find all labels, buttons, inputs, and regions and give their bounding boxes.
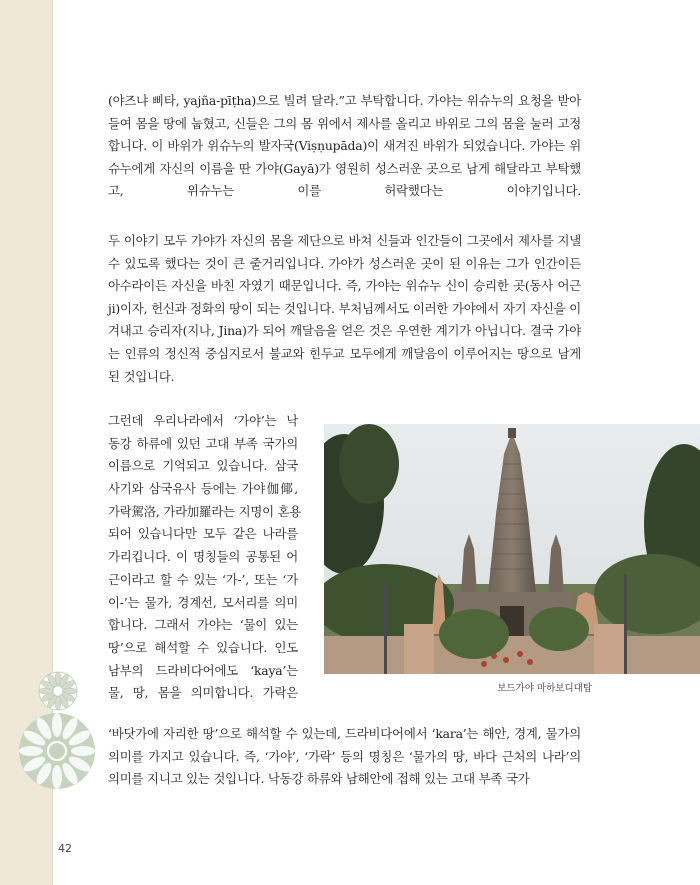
body-paragraph-3-continued: ‘바닷가에 자리한 땅’으로 해석할 수 있는데, 드라비다어에서 ‘kara’는 해안, 경계, 물가의 의미를 가지고 있습니다. 즉, ‘가야’, ‘가락’ 등의 명칭은 ‘물가의 땅, 바다 근처의 나라’의 의미를 지니고 있는 것입니다. 낙동강 하류와 남해안에 접해 있는 고대 부족 국가 <box>108 726 581 787</box>
lotus-ornament-icon <box>38 671 78 711</box>
paragraph-line: 되어 있습니다만 모두 같은 나라를 <box>108 526 298 542</box>
paragraph-line: 합니다. 그래서 가야는 ‘물이 있는 <box>108 617 298 633</box>
body-paragraph-2: 두 이야기 모두 가야가 자신의 몸을 제단으로 바쳐 신들과 인간들이 그곳에서 제사를 지낼 수 있도록 했다는 것이 큰 줄거리입니다. 가야가 성스러운 곳이 된 이유는 그가 인간이든 아수라이든 자신을 바친 자였기 때문입니다. 즉, 가야는 위슈누 신이 승리한 곳(동사 어근 ji)이자, 헌신과 정화의 땅이 되는 것입니다. 부처님께서도 이러한 가야에서 자기 자신을 이겨내고 승리자(지나, Jina)가 되어 깨달음을 얻은 것은 우연한 계기가 아닙니다. 결국 가야는 인류의 정신적 중심지로서 불교와 힌두교 모두에게 깨달음이 이루어지는 땅으로 남게 된 것입니다. <box>108 233 581 384</box>
paragraph-line: 남부의 드라비다어에도 ‘kaya’는 <box>108 662 298 678</box>
paragraph-line: 동강 하류에 있던 고대 부족 국가의 <box>108 435 298 451</box>
mahabodhi-temple-photo <box>324 424 700 674</box>
photo-caption: 보드가야 마하보디대탑 <box>497 683 592 694</box>
body-paragraph-1: (야즈냐 삐타, yajña-pīṭha)으로 빌려 달라.”고 부탁합니다. 가야는 위슈누의 요청을 받아들여 몸을 땅에 눕혔고, 신들은 그의 몸 위에서 제사를 올리고 바위로 그의 몸을 눌러 고정합니다. 이 바위가 위슈누의 발자국(Viṣṇupāda)이 새겨진 바위가 되었습니다. 가야는 위슈누에게 자신의 이름을 딴 가야(Gayā)가 영원히 성스러운 곳으로 남게 해달라고 부탁했고, 위슈누는 이를 허락했다는 이야기입니다. <box>108 93 581 199</box>
paragraph-line: 가리킵니다. 이 명칭들의 공통된 어 <box>108 549 298 565</box>
paragraph-line: 가락駕洛, 가라加羅라는 지명이 혼용 <box>108 503 302 519</box>
body-paragraph-3-column <box>108 410 302 705</box>
paragraph-line: 땅’으로 해석할 수 있습니다. 인도 <box>108 639 298 655</box>
lotus-ornament-large-icon <box>18 712 96 790</box>
paragraph-line: 이름으로 기억되고 있습니다. 삼국 <box>108 458 298 474</box>
paragraph-line: 물, 땅, 몸을 의미합니다. 가락은 <box>108 685 298 701</box>
paragraph-line: 근이라고 할 수 있는 ‘가-’, 또는 ‘가 <box>108 571 298 587</box>
page-number: 42 <box>58 842 72 855</box>
paragraph-line: 그런데 우리나라에서 ‘가야’는 낙 <box>108 413 298 428</box>
paragraph-line: 이-’는 물가, 경계선, 모서리를 의미 <box>108 594 298 610</box>
paragraph-line: 사기와 삼국유사 등에는 가야伽倻, <box>108 481 298 497</box>
